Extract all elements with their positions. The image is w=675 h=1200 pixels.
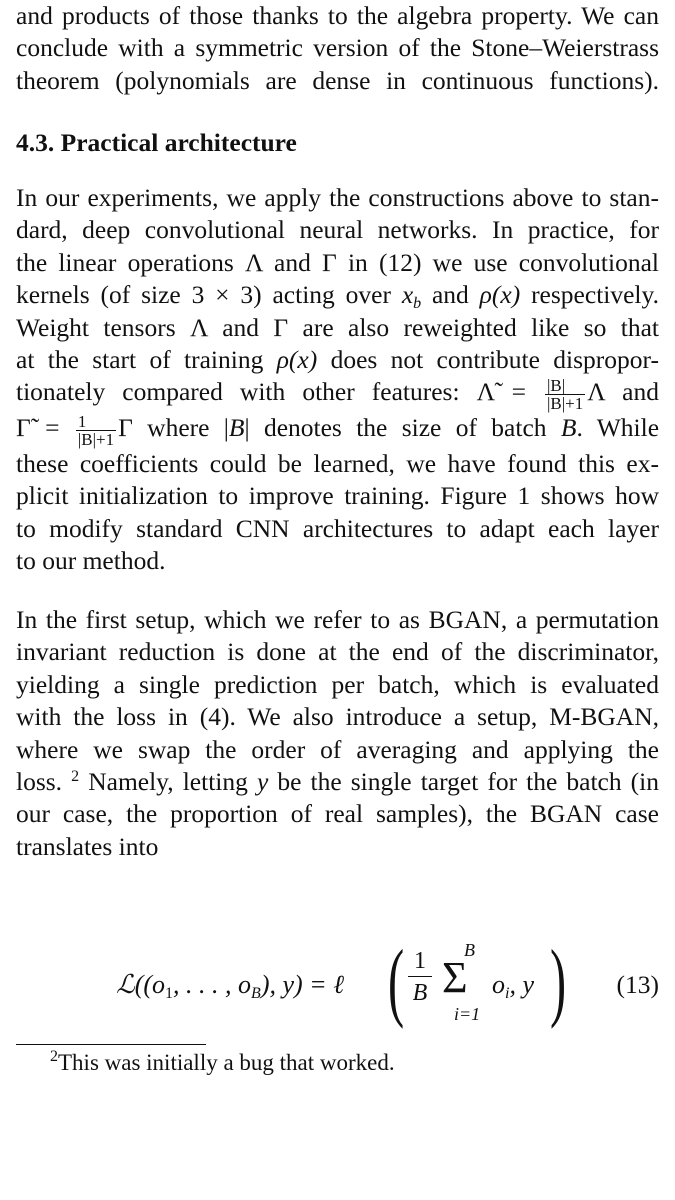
- intro-line-3: theorem (polynomials are dense in continuous functions).: [16, 65, 659, 95]
- equation-number: (13): [616, 970, 659, 999]
- p1-line-11: to modify standard CNN architectures to adapt each layer: [16, 513, 659, 543]
- p2-line-5: where we swap the order of averaging and applying the: [16, 734, 659, 764]
- equation-term: $o_i$, y: [492, 970, 534, 1002]
- p2-line-8: translates into: [16, 831, 159, 861]
- equation-paren-open: (: [388, 933, 405, 1030]
- p1-line-10: plicit initialization to improve training. Figure 1 shows how: [16, 481, 659, 511]
- footnote-number: 2: [50, 1048, 58, 1065]
- p1-line-9: these coefficients could be learned, we have found this ex-: [16, 448, 659, 478]
- p1-line-3: the linear operations Λ and Γ in (12) we use convolutional: [16, 247, 659, 277]
- intro-paragraph: [16, 0, 659, 97]
- intro-line-1: and products of those thanks to the algebra property. We can: [16, 1, 659, 30]
- intro-line-2: conclude with a symmetric version of the Stone–Weierstrass: [16, 33, 659, 63]
- equation-frac-num: 1: [414, 948, 426, 974]
- p1-line-2: dard, deep convolutional neural networks. In practice, for: [16, 215, 659, 245]
- p2-line-1: In the first setup, which we refer to as BGAN, a permutation: [16, 605, 659, 634]
- equation-sum-top: B: [464, 940, 475, 960]
- footnote-text: This was initially a bug that worked.: [58, 1050, 395, 1075]
- footnote-rule: [16, 1044, 206, 1045]
- footnote-marker[interactable]: 2: [71, 768, 80, 786]
- equation-sum-bottom: i=1: [454, 1004, 481, 1024]
- p1-line-4: kernels (of size 3 × 3) acting over $x_b$ and ρ(x) respectively.: [16, 280, 659, 313]
- p1-line-5: Weight tensors Λ and Γ are also reweighted like so that: [16, 312, 659, 342]
- p1-line-8: Γ̃ = $\frac{1}{|B|+1}$ Γ where |B| denotes the size of batch B. While: [16, 411, 660, 449]
- section-heading: 4.3. Practical architecture: [16, 128, 297, 157]
- p2-line-3: yielding a single prediction per batch, which is evaluated: [16, 669, 659, 699]
- equation-sum-symbol: Σ: [442, 953, 468, 1002]
- p1-line-7: tionately compared with other features: Λ̃ = $\frac{|B|}{|B|+1}$ Λ and: [16, 376, 659, 414]
- p2-line-7: our case, the proportion of real samples), the BGAN case: [16, 799, 659, 829]
- equation-paren-close: ): [550, 933, 567, 1030]
- equation-lhs: $ℒ((o_1$, . . . , $o_B$), y) = ℓ: [116, 970, 345, 1002]
- p2-line-4: with the loss in (4). We also introduce a setup, M-BGAN,: [16, 702, 659, 732]
- p1-line-6: at the start of training ρ(x) does not contribute dispropor-: [16, 345, 659, 375]
- equation-13: [16, 933, 659, 1030]
- fraction-gamma: $\frac{1}{|B|+1}$: [77, 411, 115, 449]
- equation-frac-den: B: [412, 980, 428, 1006]
- equation-frac-bar: [408, 976, 432, 977]
- p2-line-2: invariant reduction is done at the end of the discriminator,: [16, 637, 659, 667]
- p2-line-6: loss. $^2$ Namely, letting y be the single target for the batch (in: [16, 767, 659, 797]
- paragraph-practical-architecture: [16, 182, 659, 577]
- p1-line-1: In our experiments, we apply the constructions above to stan-: [16, 183, 659, 212]
- fraction-lambda: $\frac{|B|}{|B|+1}$: [547, 376, 584, 414]
- footnote: [50, 1050, 395, 1076]
- p1-line-12: to our method.: [16, 545, 166, 575]
- paragraph-bgan-setup: [16, 604, 659, 863]
